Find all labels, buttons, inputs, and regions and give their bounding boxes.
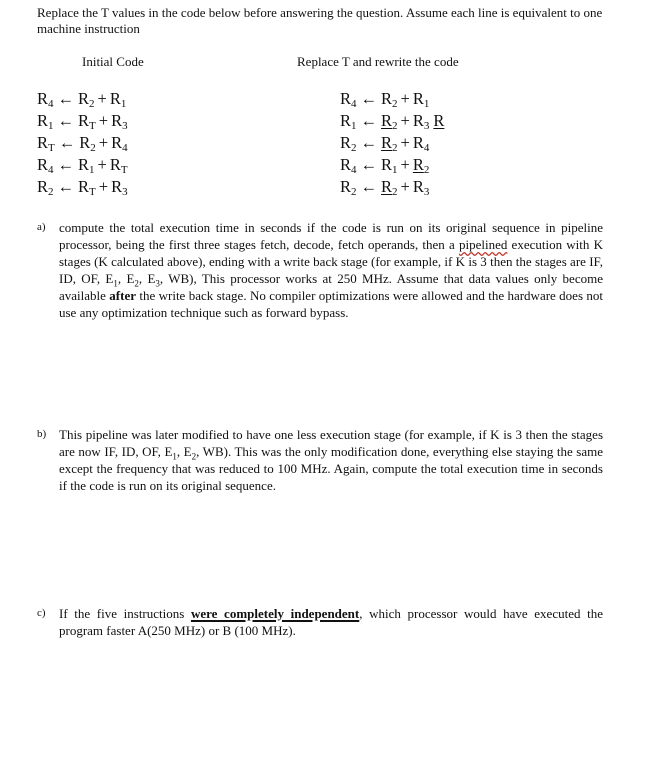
plus-sign: + [400,89,410,108]
operand-register: $R_T$ [78,177,96,198]
plus-sign: + [97,89,107,108]
dest-register: $R_4$ [37,155,54,176]
assign-arrow-icon: ← [57,155,75,174]
operand-register: $R_1$ [78,155,95,176]
operand-register: $R_1$ [381,155,398,176]
operand-register: $R_T$ [109,155,128,176]
operand-register: $R_1$ [109,89,127,110]
extra-register: R [433,111,445,130]
rewritten-code-line [340,176,450,198]
plus-sign: + [400,133,410,152]
dest-register: $R_4$ [340,89,357,110]
assign-arrow-icon: ← [360,155,378,174]
question-a [37,219,603,321]
assign-arrow-icon: ← [57,111,75,130]
emphasis-independent: were completely independent [190,606,360,621]
rewritten-code-line [340,110,450,132]
initial-code-line [37,110,128,132]
dest-register: $R_2$ [37,177,54,198]
operand-register: $R_3$ [412,111,430,132]
assign-arrow-icon: ← [360,89,378,108]
dest-register: $R_4$ [37,89,54,110]
operand-register: $R_2$ [78,89,95,110]
rewritten-code-line [340,154,450,176]
question-c-label: c) [37,607,46,619]
operand-register: $R_2$ [79,133,96,154]
operand-register: $R_2$ [381,89,398,110]
assign-arrow-icon: ← [360,177,378,196]
question-a-text: compute the total execution time in seconds if the code is run on its original sequence in pipeline processor, being the first three stages fetch, decode, fetch operands, then a pipelined execution with K stages (K calculated above), ending with a write back stage (for example, if K is 3 then the stages are IF, ID, OF, $E_1$, $E_2$, $E_3$, WB), This processor works at 250 MHz. Assume that data values only become available after the write back stage. No compiler optimizations were allowed and the hardware does not use any optimization technique such as forward bypass. [59,220,603,320]
assign-arrow-icon: ← [360,111,378,130]
operand-register: $R_2$ [381,133,398,154]
header-initial-code: Initial Code [82,54,144,69]
operand-register: $R_T$ [78,111,96,132]
dest-register: $R_4$ [340,155,357,176]
plus-sign: + [400,177,410,196]
dest-register: $R_1$ [340,111,357,132]
initial-code-line [37,88,128,110]
assign-arrow-icon: ← [360,133,378,152]
operand-register: $R_3$ [412,177,430,198]
operand-register: $R_3$ [111,177,128,198]
assign-arrow-icon: ← [57,177,75,196]
intro-text: Replace the T values in the code below before answering the question. Assume each line is equivalent to one machine instruction [37,5,603,36]
question-c [37,605,603,639]
plus-sign: + [400,111,410,130]
dest-register: $R_T$ [37,133,55,154]
question-b-text: This pipeline was later modified to have one less execution stage (for example, if K is 3 then the stages are now IF, ID, OF, $E_1$, $E_2$, WB). This was the only modification done, everything else staying the same except the frequency that was reduced to 100 MHz. Again, compute the total execution time in seconds if the code is run on its original sequence. [59,427,603,493]
question-b-label: b) [37,428,47,440]
assign-arrow-icon: ← [58,133,76,152]
rewritten-code-block [340,88,450,198]
question-a-label: a) [37,221,46,233]
rewritten-code-line [340,88,450,110]
operand-register: $R_2$ [412,155,430,176]
dest-register: $R_2$ [340,177,357,198]
initial-code-line [37,176,128,198]
operand-register: $R_4$ [111,133,128,154]
emphasis-after: after [109,288,136,303]
misspelling-mark: pipelined [458,237,508,252]
rewritten-code-line [340,132,450,154]
header-rewrite-code: Replace T and rewrite the code [297,54,459,69]
initial-code-block [37,88,128,198]
plus-sign: + [98,133,109,152]
operand-register: $R_2$ [381,111,398,132]
plus-sign: + [97,155,107,174]
dest-register: $R_2$ [340,133,357,154]
operand-register: $R_2$ [381,177,398,198]
operand-register: $R_1$ [412,89,430,110]
plus-sign: + [400,155,410,174]
initial-code-line [37,154,128,176]
plus-sign: + [98,111,109,130]
question-c-text: If the five instructions were completely independent, which processor would have executed the program faster A(250 MHz) or B (100 MHz). [59,606,603,638]
operand-register: $R_4$ [412,133,430,154]
assign-arrow-icon: ← [57,89,75,108]
question-b [37,426,603,494]
initial-code-line [37,132,128,154]
dest-register: $R_1$ [37,111,54,132]
operand-register: $R_3$ [111,111,128,132]
plus-sign: + [98,177,109,196]
